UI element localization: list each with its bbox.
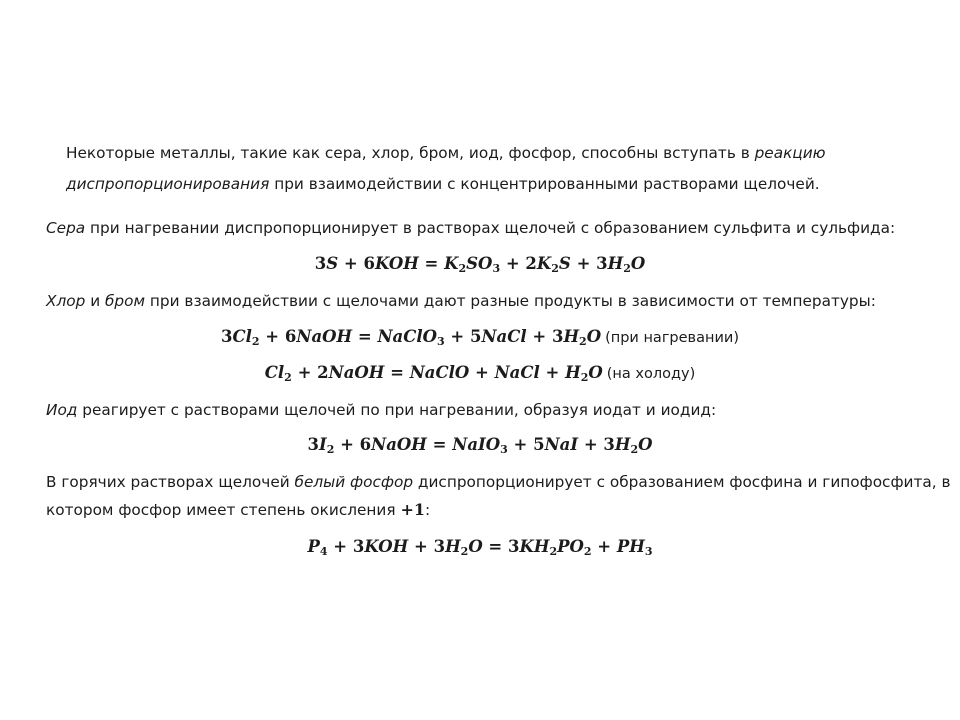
formula-fragment: K [536, 254, 552, 273]
chlorine-cold-equation [0, 363, 960, 382]
formula-subscript: 2 [284, 371, 292, 384]
phosphorus-equation [0, 537, 960, 556]
intro-italic-disproportionation: диспропорционирования [66, 175, 270, 193]
cold-note: (на холоду) [606, 366, 696, 382]
formula-fragment: P [307, 537, 320, 556]
formula-fragment: = [352, 327, 378, 346]
chlorine-lead: Хлор [46, 292, 86, 310]
formula-fragment: + [259, 327, 285, 346]
formula-fragment: NaOH [296, 327, 353, 346]
formula-subscript: 4 [319, 545, 328, 558]
formula-fragment: SO [466, 254, 493, 273]
formula-subscript: 2 [460, 545, 469, 558]
formula-fragment: S [326, 254, 339, 273]
formula-subscript: 2 [458, 262, 467, 275]
formula-fragment: 3 [433, 537, 446, 556]
sulfur-text: при нагревании диспропорционирует в растворах щелочей с образованием сульфита и сульфида: [85, 219, 896, 237]
formula-fragment: 5 [469, 327, 482, 346]
formula-fragment: 3 [596, 254, 608, 273]
formula-subscript: 2 [630, 443, 639, 456]
formula-fragment: O [586, 327, 602, 346]
formula-subscript: 2 [623, 262, 631, 275]
formula-fragment: Cl [232, 327, 252, 346]
formula-fragment: + [334, 435, 360, 454]
halogens-paragraph [46, 291, 876, 311]
formula-subscript: 2 [551, 262, 559, 275]
formula-fragment: NaClO [377, 327, 437, 346]
formula-fragment: + [444, 327, 470, 346]
halogens-text: при взаимодействии с щелочами дают разные продукты в зависимости от температуры: [145, 292, 876, 310]
formula-fragment: KOH [374, 254, 419, 273]
formula-fragment: H [565, 363, 581, 382]
formula-fragment: NaClO [409, 363, 470, 382]
formula-fragment: = [418, 254, 445, 273]
oxidation-state: +1 [400, 500, 425, 519]
formula-fragment: O [588, 363, 603, 382]
formula-fragment: S [558, 254, 571, 273]
formula-fragment: 3 [551, 327, 564, 346]
iodine-equation [0, 435, 960, 454]
paragraph-text: диспропорционирует с образованием фосфина и гипофосфита, в [413, 473, 951, 491]
formula-fragment: + [408, 537, 434, 556]
formula-fragment: I [318, 435, 327, 454]
formula-fragment: 2 [317, 363, 329, 382]
paragraph-text: и [85, 292, 105, 310]
formula-fragment: 6 [363, 254, 375, 273]
formula-fragment: K [444, 254, 459, 273]
formula-fragment: O [638, 435, 653, 454]
formula-fragment: 2 [525, 254, 537, 273]
formula-subscript: 2 [326, 443, 335, 456]
formula-fragment: H [607, 254, 624, 273]
iodine-paragraph [46, 400, 716, 420]
formula-subscript: 2 [580, 371, 589, 384]
formula-fragment: H [563, 327, 580, 346]
phosphorus-paragraph-line2 [46, 500, 430, 520]
sulfur-paragraph [46, 218, 895, 238]
formula-fragment: NaOH [328, 363, 385, 382]
iodine-text: реагирует с растворами щелочей по при нагревании, образуя иодат и иодид: [77, 401, 717, 419]
intro-text-1: Некоторые металлы, такие как сера, хлор, бром, иод, фосфор, способны вступать в [66, 144, 755, 162]
intro-italic-reaction: реакцию [754, 144, 826, 162]
formula-subscript: 3 [644, 545, 653, 558]
formula-fragment: + [570, 254, 597, 273]
formula-fragment: + [539, 363, 566, 382]
formula-fragment: KH [519, 537, 550, 556]
paragraph-text: В горячих растворах щелочей [46, 473, 295, 491]
formula-subscript: 2 [251, 335, 260, 348]
formula-fragment: 3 [352, 537, 365, 556]
formula-subscript: 3 [436, 335, 445, 348]
formula-fragment: = [482, 537, 509, 556]
paragraph-text: : [425, 501, 431, 519]
formula-fragment: 3 [307, 435, 319, 454]
formula-fragment: 3 [314, 254, 327, 273]
hot-note: (при нагревании) [605, 330, 739, 346]
paragraph-text: котором фосфор имеет степень окисления [46, 501, 401, 519]
sulfur-lead: Сера [46, 219, 86, 237]
sulfur-equation [0, 254, 960, 273]
formula-fragment: + [469, 363, 495, 382]
formula-subscript: 2 [579, 335, 587, 348]
formula-fragment: = [426, 435, 453, 454]
formula-fragment: + [327, 537, 353, 556]
formula-fragment: NaCl [494, 363, 540, 382]
formula-subscript: 3 [500, 443, 508, 456]
formula-fragment: PO [557, 537, 584, 556]
white-phosphorus: белый фосфор [294, 473, 414, 491]
formula-fragment: 5 [533, 435, 545, 454]
formula-fragment: NaOH [371, 435, 427, 454]
formula-fragment: NaI [544, 435, 579, 454]
intro-line-2 [66, 174, 826, 194]
formula-subscript: 2 [583, 545, 592, 558]
iodine-lead: Иод [46, 401, 78, 419]
formula-fragment: + [507, 435, 534, 454]
formula-fragment: 6 [284, 327, 297, 346]
formula-fragment: KOH [364, 537, 409, 556]
formula-fragment: + [338, 254, 364, 273]
formula-fragment: 3 [221, 327, 233, 346]
formula-fragment: + [291, 363, 318, 382]
formula-fragment: 6 [359, 435, 372, 454]
formula-fragment: O [630, 254, 646, 273]
formula-fragment: + [591, 537, 617, 556]
intro-paragraph [66, 143, 826, 194]
formula-fragment: = [384, 363, 410, 382]
formula-fragment: NaIO [452, 435, 501, 454]
formula-fragment: H [445, 537, 461, 556]
formula-fragment: NaCl [481, 327, 527, 346]
formula-subscript: 2 [549, 545, 558, 558]
formula-fragment: + [526, 327, 552, 346]
formula-fragment: + [500, 254, 526, 273]
chlorine-hot-equation [0, 327, 960, 346]
formula-fragment: + [578, 435, 604, 454]
formula-fragment: Cl [264, 363, 285, 382]
phosphorus-paragraph-line1 [46, 472, 951, 492]
intro-text-2: при взаимодействии с концентрированными растворами щелочей. [269, 175, 820, 193]
formula-fragment: 3 [508, 537, 520, 556]
bromine-lead: бром [105, 292, 146, 310]
formula-fragment: H [614, 435, 631, 454]
formula-subscript: 3 [492, 262, 501, 275]
formula-fragment: O [468, 537, 483, 556]
formula-fragment: 3 [603, 435, 615, 454]
formula-fragment: PH [616, 537, 645, 556]
